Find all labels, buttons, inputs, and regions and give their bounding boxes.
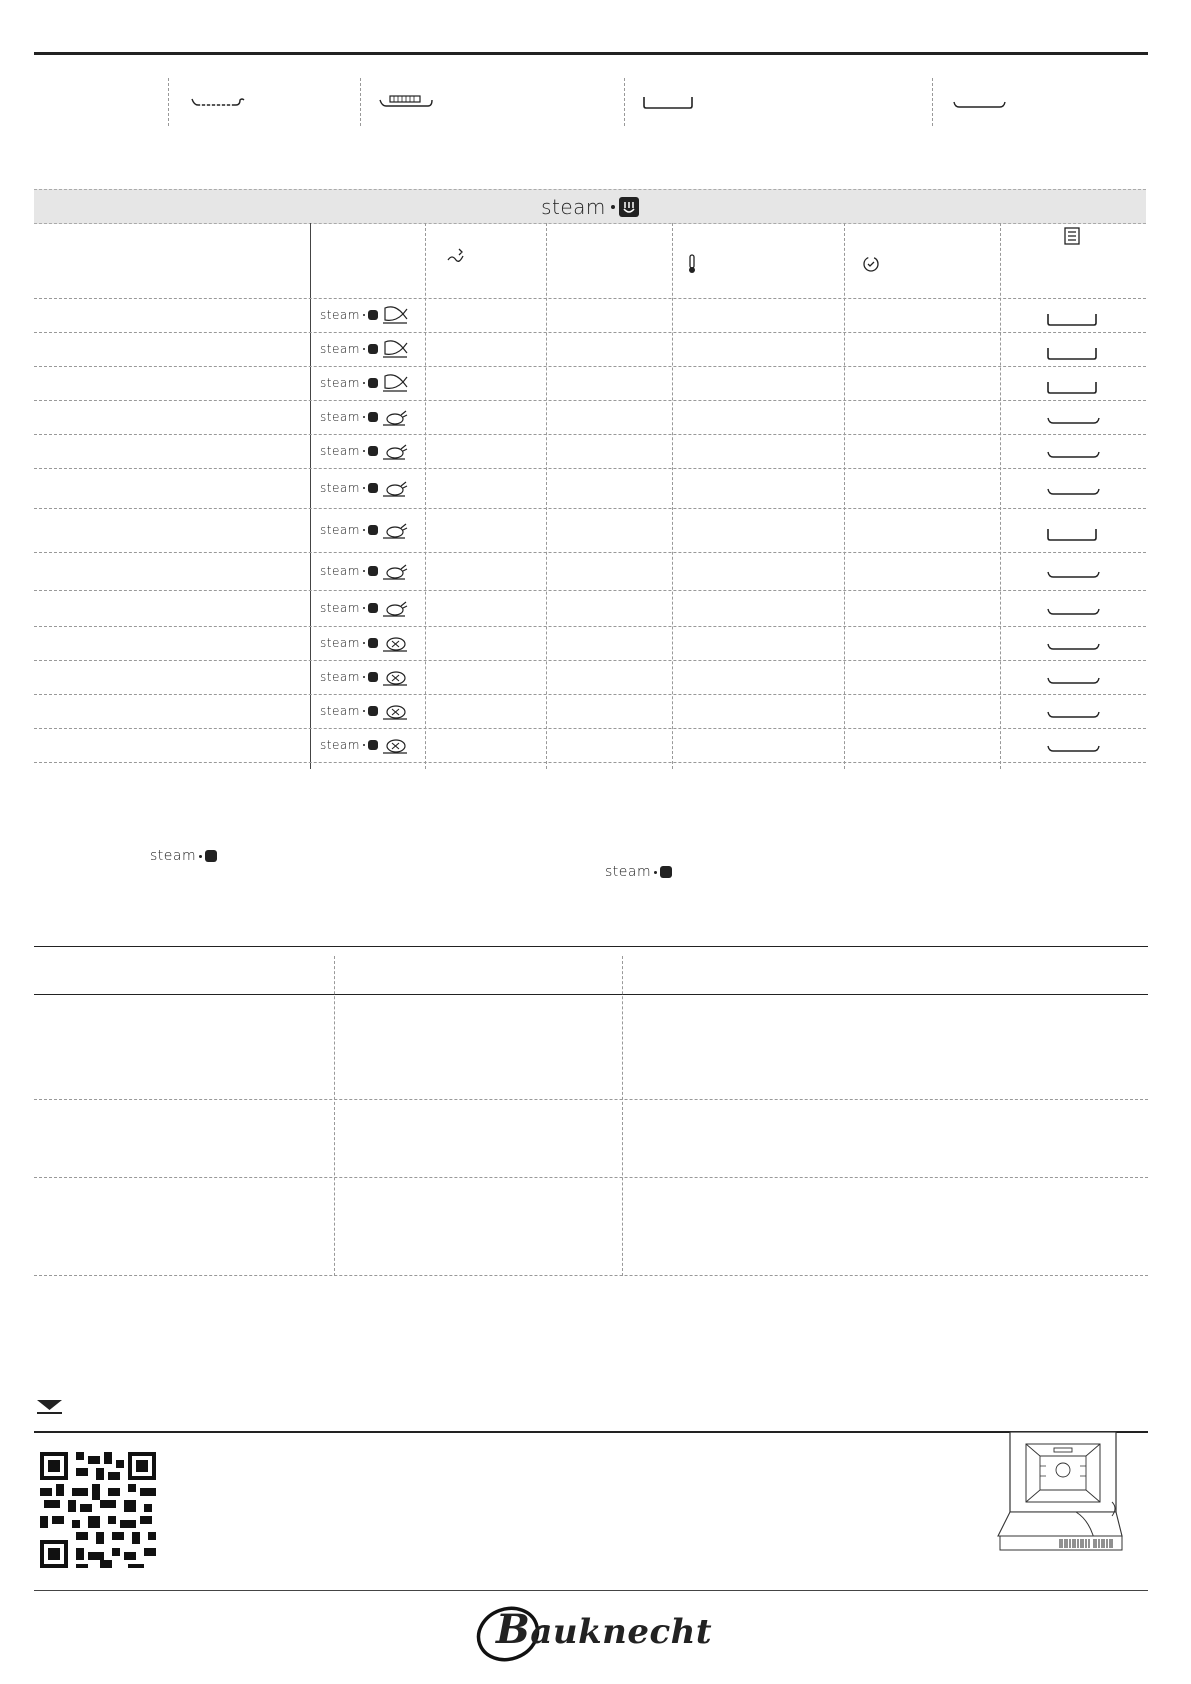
steam-icon	[368, 740, 378, 750]
dot	[654, 871, 657, 874]
steam-label: steam	[320, 601, 360, 615]
flat-tray-icon	[1046, 641, 1102, 655]
steam-icon	[368, 378, 378, 388]
dot	[363, 607, 365, 609]
preheat-icon	[446, 246, 466, 266]
poultry-icon	[381, 597, 409, 619]
row-divider	[34, 552, 1146, 553]
dot	[363, 529, 365, 531]
table-row	[320, 666, 409, 688]
steam-label: steam	[320, 738, 360, 752]
steam-icon	[368, 566, 378, 576]
flat-tray-icon	[1046, 709, 1102, 723]
section-rule	[34, 1431, 1148, 1433]
col-divider	[622, 956, 623, 1276]
vegetables-icon	[381, 700, 409, 722]
dot	[363, 642, 365, 644]
fish-icon	[381, 304, 409, 326]
brand-rest: auknecht	[530, 1612, 713, 1652]
dot	[363, 382, 365, 384]
separator	[168, 78, 169, 126]
flat-tray-icon	[1046, 569, 1102, 583]
poultry-icon	[381, 477, 409, 499]
deep-tray-icon	[1046, 347, 1102, 361]
steam-label: steam	[320, 342, 360, 356]
steam-label: steam	[320, 636, 360, 650]
footer-rule	[34, 1590, 1148, 1591]
steam-label: steam	[320, 444, 360, 458]
table-row	[320, 597, 409, 619]
steam-label: steam	[605, 864, 652, 880]
deep-tray-icon	[642, 96, 696, 110]
flat-tray-icon	[1046, 743, 1102, 757]
row-divider	[34, 468, 1146, 469]
flat-tray-icon	[952, 99, 1008, 111]
steam-label: steam	[320, 308, 360, 322]
table-row	[320, 734, 409, 756]
dot	[363, 416, 365, 418]
row-divider	[34, 762, 1146, 763]
col-divider	[425, 223, 426, 769]
steam-label: steam	[320, 564, 360, 578]
row-divider	[34, 590, 1146, 591]
dot	[363, 676, 365, 678]
row-divider	[34, 298, 1146, 299]
table-row	[320, 372, 409, 394]
table-row	[320, 700, 409, 722]
steam-icon	[368, 706, 378, 716]
row-divider	[34, 660, 1146, 661]
poultry-icon	[381, 440, 409, 462]
col-divider	[1000, 223, 1001, 769]
dot	[363, 744, 365, 746]
timer-icon	[862, 255, 880, 273]
table-row	[320, 406, 409, 428]
vegetables-icon	[381, 734, 409, 756]
flat-tray-icon	[1046, 675, 1102, 689]
table2-top-rule	[34, 946, 1148, 947]
col-divider	[844, 223, 845, 769]
flat-tray-icon	[1046, 486, 1102, 500]
vegetables-icon	[381, 632, 409, 654]
col-divider	[672, 223, 673, 769]
dot	[611, 205, 615, 209]
brand-initial: B	[496, 1606, 531, 1653]
wire-shelf-icon	[190, 96, 246, 110]
table-row	[320, 304, 409, 326]
steam-icon	[368, 344, 378, 354]
steam-label: steam	[150, 848, 197, 864]
row-divider	[34, 434, 1146, 435]
steam-label: steam	[320, 523, 360, 537]
temperature-icon	[686, 254, 698, 274]
table-row	[320, 560, 409, 582]
baking-tray-icon	[378, 94, 436, 110]
steam-icon	[368, 446, 378, 456]
steam-label: steam	[320, 670, 360, 684]
row-divider	[34, 400, 1146, 401]
poultry-icon	[381, 519, 409, 541]
deep-tray-icon	[1046, 528, 1102, 542]
table-row	[320, 440, 409, 462]
footnote-right	[605, 864, 672, 880]
row-divider	[34, 1177, 1148, 1178]
separator	[360, 78, 361, 126]
flat-tray-icon	[1046, 415, 1102, 429]
steam-icon	[205, 850, 217, 862]
steam-icon	[660, 866, 672, 878]
fish-icon	[381, 372, 409, 394]
dot	[363, 570, 365, 572]
steam-icon	[368, 638, 378, 648]
col-divider	[310, 223, 311, 769]
dot	[199, 855, 202, 858]
col-divider	[546, 223, 547, 769]
row-divider	[34, 1275, 1148, 1276]
table-row	[320, 632, 409, 654]
fish-icon	[381, 338, 409, 360]
brand-logo	[474, 1600, 724, 1662]
steam-icon	[368, 310, 378, 320]
steam-icon	[368, 483, 378, 493]
steam-icon	[368, 525, 378, 535]
row-divider	[34, 366, 1146, 367]
table-row	[320, 519, 409, 541]
steam-label: steam	[320, 410, 360, 424]
row-divider	[34, 332, 1146, 333]
dot	[363, 348, 365, 350]
separator	[624, 78, 625, 126]
deep-tray-icon	[1046, 381, 1102, 395]
steam-label: steam	[320, 704, 360, 718]
dot	[363, 450, 365, 452]
row-divider	[34, 508, 1146, 509]
steam-icon	[619, 197, 639, 217]
steam-label: steam	[320, 481, 360, 495]
steam-icon	[368, 603, 378, 613]
col-divider	[334, 956, 335, 1276]
steam-band	[34, 189, 1146, 224]
separator	[932, 78, 933, 126]
download-icon	[36, 1398, 64, 1416]
steam-icon	[368, 672, 378, 682]
top-rule	[34, 52, 1148, 55]
qr-code-icon[interactable]	[40, 1452, 156, 1568]
flat-tray-icon	[1046, 606, 1102, 620]
footnote-left	[150, 848, 217, 864]
table-row	[320, 338, 409, 360]
oven-illustration	[996, 1430, 1126, 1562]
row-divider	[34, 626, 1146, 627]
flat-tray-icon	[1046, 449, 1102, 463]
row-divider	[34, 694, 1146, 695]
table-row	[320, 477, 409, 499]
steam-icon	[368, 412, 378, 422]
dot	[363, 710, 365, 712]
deep-tray-icon	[1046, 313, 1102, 327]
table2-header-rule	[34, 994, 1148, 995]
row-divider	[34, 728, 1146, 729]
shelf-level-icon	[1064, 227, 1080, 245]
dot	[363, 487, 365, 489]
steam-label: steam	[320, 376, 360, 390]
vegetables-icon	[381, 666, 409, 688]
poultry-icon	[381, 406, 409, 428]
dot	[363, 314, 365, 316]
poultry-icon	[381, 560, 409, 582]
band-title: steam	[541, 194, 606, 219]
row-divider	[34, 1099, 1148, 1100]
